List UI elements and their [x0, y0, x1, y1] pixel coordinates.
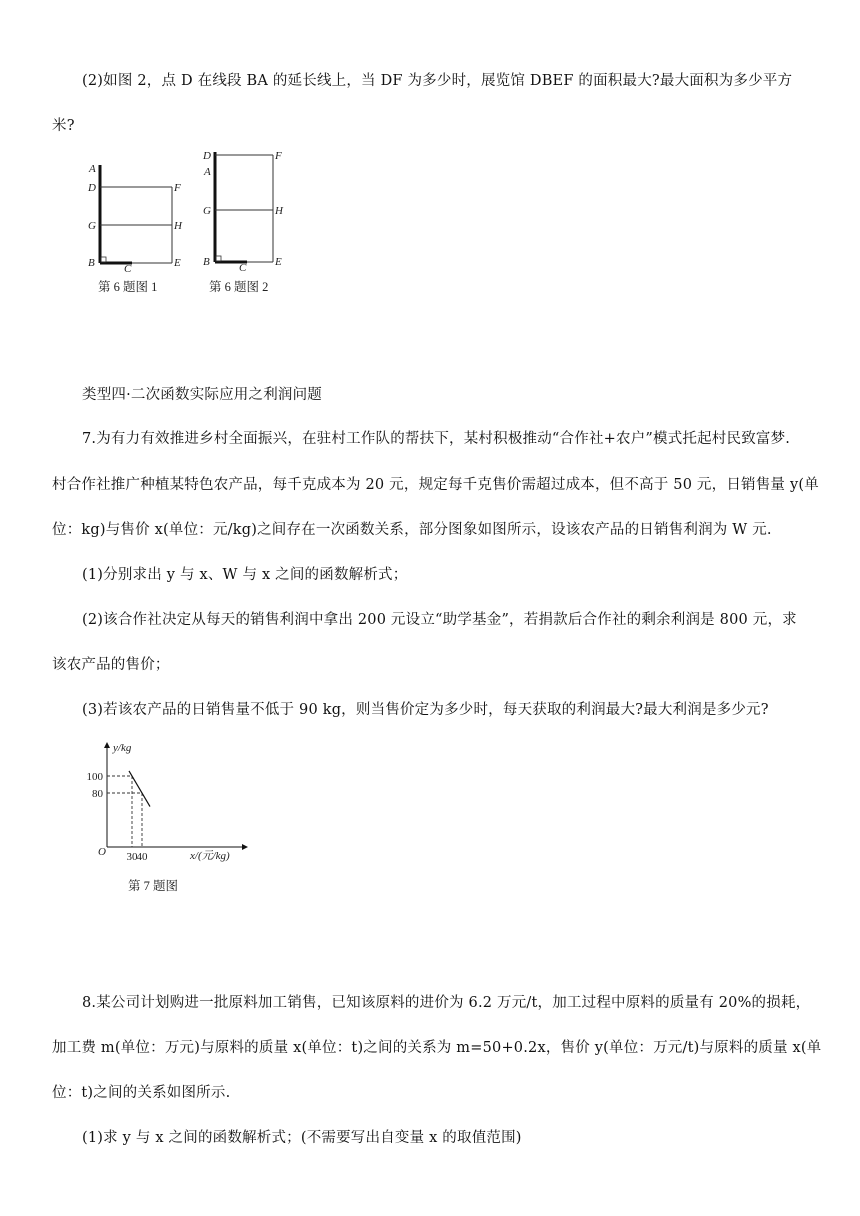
fig2-label-A: A	[204, 166, 211, 178]
fig6-1-caption: 第 6 题图 1	[98, 280, 158, 294]
q6-part2-line2: 米?	[52, 118, 75, 134]
fig1-label-H: H	[174, 220, 182, 232]
fig1-label-C: C	[124, 263, 132, 275]
y-tick-label: 80	[92, 788, 103, 800]
q8-line3: 位：t)之间的关系如图所示.	[52, 1085, 231, 1101]
x-axis-label: x/(元/kg)	[190, 850, 230, 862]
q7-part2-line2: 该农产品的售价；	[52, 657, 170, 673]
fig2-label-G: G	[203, 205, 211, 217]
fig2-label-D: D	[203, 150, 211, 162]
fig6-2-caption: 第 6 题图 2	[209, 280, 269, 294]
y-axis-label: y/kg	[113, 742, 132, 754]
figure-6-1	[80, 145, 200, 305]
q7-line1: 7.为有力有效推进乡村全面振兴，在驻村工作队的帮扶下，某村积极推动“合作社+农户”模式托起村民致富梦.	[82, 431, 791, 447]
fig2-label-C: C	[239, 262, 247, 274]
q8-part1: (1)求 y 与 x 之间的函数解析式；(不需要写出自变量 x 的取值范围)	[82, 1130, 522, 1146]
q8-line2: 加工费 m(单位：万元)与原料的质量 x(单位：t)之间的关系为 m=50+0.2x，售价 y(单位：万元/t)与原料的质量 x(单	[52, 1040, 822, 1056]
figure-7-chart	[80, 735, 260, 900]
fig2-label-F: F	[275, 150, 282, 162]
q7-line3: 位：kg)与售价 x(单位：元/kg)之间存在一次函数关系，部分图象如图所示，设该农产品的日销售利润为 W 元.	[52, 522, 772, 538]
q7-part3: (3)若该农产品的日销售量不低于 90 kg，则当售价定为多少时，每天获取的利润最大?最大利润是多少元?	[82, 702, 769, 718]
q7-part1: (1)分别求出 y 与 x、W 与 x 之间的函数解析式；	[82, 567, 408, 583]
fig1-label-F: F	[174, 182, 181, 194]
section-heading: 类型四·二次函数实际应用之利润问题	[82, 387, 323, 403]
x-tick-label: 40	[136, 851, 148, 863]
fig2-label-H: H	[275, 205, 283, 217]
q6-part2-line1: (2)如图 2，点 D 在线段 BA 的延长线上，当 DF 为多少时，展览馆 DBEF 的面积最大?最大面积为多少平方	[82, 73, 793, 89]
figure-6-2	[195, 140, 315, 305]
fig7-caption: 第 7 题图	[128, 879, 179, 893]
fig1-label-E: E	[174, 257, 181, 269]
q7-part2-line1: (2)该合作社决定从每天的销售利润中拿出 200 元设立“助学基金”，若捐款后合作社的剩余利润是 800 元，求	[82, 612, 797, 628]
y-tick-label: 100	[86, 771, 103, 783]
fig2-label-E: E	[275, 256, 282, 268]
fig2-label-B: B	[203, 256, 210, 268]
fig1-label-G: G	[88, 220, 96, 232]
fig1-label-B: B	[88, 257, 95, 269]
origin-label: O	[98, 846, 106, 858]
x-tick-label: 30	[126, 851, 138, 863]
fig1-label-A: A	[89, 163, 96, 175]
q7-line2: 村合作社推广种植某特色农产品，每千克成本为 20 元，规定每千克售价需超过成本，但不高于 50 元，日销售量 y(单	[52, 477, 819, 493]
q8-line1: 8.某公司计划购进一批原料加工销售，已知该原料的进价为 6.2 万元/t，加工过程中原料的质量有 20%的损耗，	[82, 995, 811, 1011]
fig1-label-D: D	[88, 182, 96, 194]
